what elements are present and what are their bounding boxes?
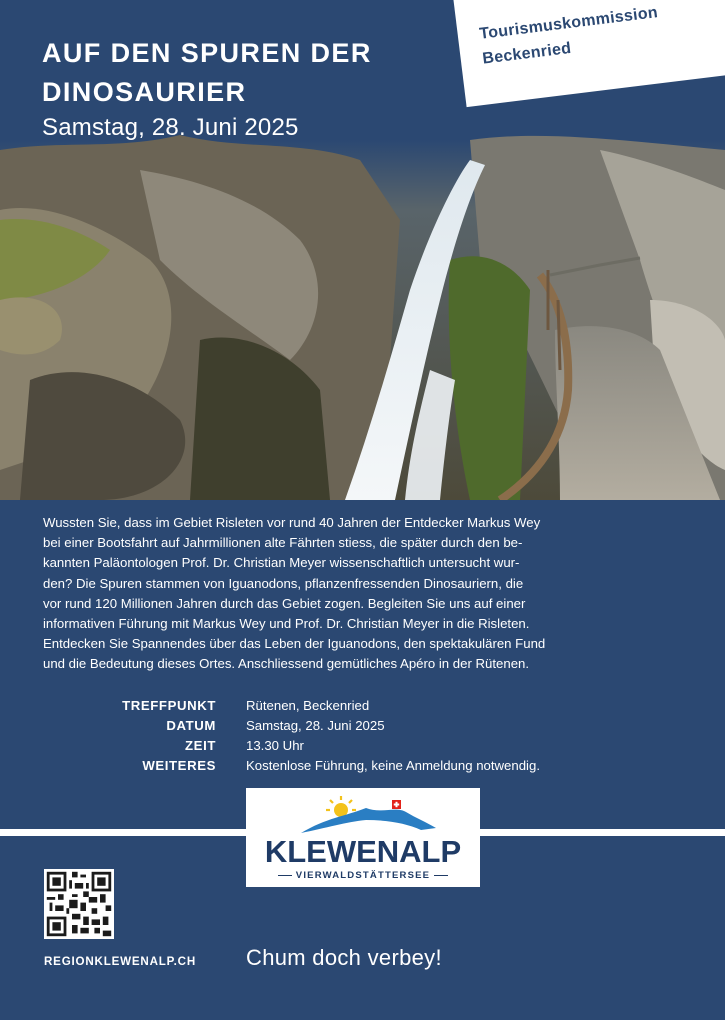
description-line: und die Bedeutung dieses Ortes. Anschliessend gemütliches Apéro in der Rütenen. <box>43 656 530 672</box>
description-line: Wussten Sie, dass im Gebiet Risleten vor rund 40 Jahren der Entdecker Markus Wey <box>43 515 541 530</box>
description-line: vor rund 120 Millionen Jahren durch das Gebiet zogen. Begleiten Sie uns auf einer <box>43 595 526 611</box>
event-date-subtitle: Samstag, 28. Juni 2025 <box>42 114 299 141</box>
detail-value: 13.30 Uhr <box>246 737 304 753</box>
detail-label: DATUM <box>166 717 216 733</box>
detail-label: TREFFPUNKT <box>122 697 216 713</box>
slogan: Chum doch verbey! <box>246 945 442 970</box>
description-line: den? Die Spuren stammen von Iguanodons, pflanzenfressenden Dinosauriern, die <box>43 575 524 591</box>
detail-label: ZEIT <box>185 737 216 753</box>
logo-tagline: VIERWALDSTÄTTERSEE <box>258 870 468 881</box>
description-line: informativen Führung mit Markus Wey und Prof. Dr. Christian Meyer in die Risleten. <box>43 616 530 632</box>
detail-row-more <box>80 755 680 775</box>
organizer-line-2: Beckenried <box>481 39 573 68</box>
event-details <box>80 695 680 775</box>
description-line: kannten Paläontologen Prof. Dr. Christian Meyer wissenschaftlich untersucht wur- <box>43 555 520 571</box>
qr-code-icon[interactable] <box>44 869 114 939</box>
event-title: AUF DEN SPUREN DER DINOSAURIER <box>42 38 372 107</box>
organizer-line-1: Tourismuskommission <box>478 4 659 43</box>
klewenalp-logo <box>246 788 480 887</box>
detail-value: Rütenen, Beckenried <box>246 697 370 713</box>
description-line: bei einer Bootsfahrt auf Jahrmillionen alte Fährten stiess, die später durch den be- <box>43 535 523 551</box>
website-link[interactable]: REGIONKLEWENALP.CH <box>44 955 197 968</box>
detail-row-meeting-point <box>80 695 680 715</box>
qr-code-pattern <box>44 869 114 939</box>
logo-wordmark: KLEWENALP <box>264 834 462 869</box>
event-description <box>43 513 683 675</box>
detail-row-date <box>80 715 680 735</box>
sun-mountain-icon <box>246 788 480 838</box>
detail-value: Kostenlose Führung, keine Anmeldung notwendig. <box>246 757 540 773</box>
description-line: Entdecken Sie Spannendes über das Leben der Iguanodons, den spektakulären Fund <box>43 636 546 652</box>
detail-row-time <box>80 735 680 755</box>
detail-label: WEITERES <box>142 757 216 773</box>
detail-value: Samstag, 28. Juni 2025 <box>246 717 385 733</box>
